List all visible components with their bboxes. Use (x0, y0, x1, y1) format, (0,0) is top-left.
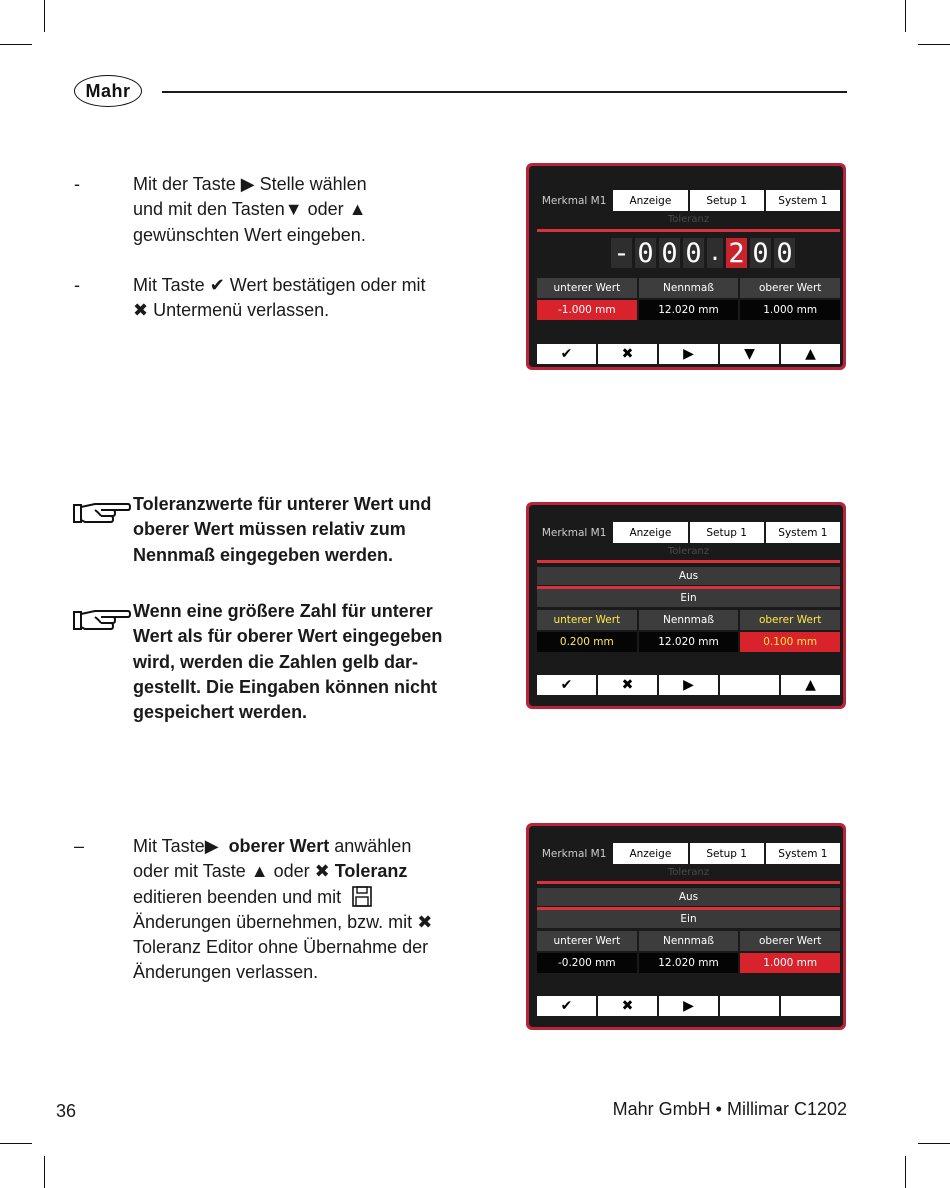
value-row (537, 953, 840, 973)
instruction-text-3: Mit Taste▶ oberer Wert anwählen oder mit Taste ▲ oder ✖ Toleranz editieren beenden und mit Änderungen übernehmen, bzw. mit ✖ Toleranz Editor ohne Übernahme der Änderungen verlassen. (133, 836, 433, 983)
value-nennmass[interactable]: 12.020 mm (639, 953, 739, 973)
up-key[interactable]: ▲ (781, 675, 840, 695)
note-2: Wenn eine größere Zahl für unterer Wert als für oberer Wert eingegeben wird, werden die Zahlen gelb dar- gestellt. Die Eingaben können nicht gespeichert werden. (133, 601, 443, 723)
mahr-logo: Mahr (74, 75, 142, 107)
cancel-key[interactable]: ✖ (598, 996, 657, 1016)
value-row (537, 632, 840, 652)
col-nennmass[interactable]: Nennmaß (639, 931, 739, 951)
header-rule (162, 91, 847, 93)
option-aus[interactable]: Aus (537, 888, 840, 906)
digit[interactable]: 0 (659, 238, 680, 268)
device-screen-1 (526, 163, 846, 370)
value-row (537, 300, 840, 320)
screen-title: Toleranz (667, 214, 710, 225)
right-key[interactable]: ▶ (659, 996, 718, 1016)
crop-mark (44, 0, 45, 32)
tab-merkmal[interactable]: Merkmal M1 (537, 843, 611, 864)
value-oberer[interactable]: 0.100 mm (740, 632, 840, 652)
value-editor[interactable] (611, 238, 795, 268)
right-key[interactable]: ▶ (659, 344, 718, 364)
tab-bar (537, 843, 840, 864)
tab-anzeige[interactable]: Anzeige (613, 190, 687, 211)
tab-system[interactable]: System 1 (766, 522, 840, 543)
up-arrow-icon: ▲ (250, 861, 269, 882)
col-unterer[interactable]: unterer Wert (537, 278, 637, 298)
digit[interactable]: 0 (774, 238, 795, 268)
empty-key[interactable] (781, 996, 840, 1016)
screen-title: Toleranz (667, 546, 710, 557)
cross-icon: ✖ (417, 911, 433, 932)
down-arrow-icon: ▼ (284, 199, 303, 220)
option-ein[interactable]: Ein (537, 589, 840, 607)
crop-mark (0, 44, 32, 45)
up-arrow-icon: ▲ (348, 199, 367, 220)
footer-company: Mahr GmbH • Millimar C1202 (612, 1099, 847, 1119)
option-aus[interactable]: Aus (537, 567, 840, 585)
option-ein[interactable]: Ein (537, 910, 840, 928)
tab-anzeige[interactable]: Anzeige (613, 843, 687, 864)
cross-icon: ✖ (133, 300, 149, 321)
header-row (537, 931, 840, 951)
header-row (537, 278, 840, 298)
softkey-bar (537, 996, 840, 1016)
digit[interactable]: 0 (635, 238, 656, 268)
value-nennmass[interactable]: 12.020 mm (639, 300, 739, 320)
note-1: Toleranzwerte für unterer Wert und oberer Wert müssen relativ zum Nennmaß eingegeben werden. (133, 494, 432, 565)
tab-bar (537, 190, 840, 211)
page-number: 36 (56, 1101, 77, 1121)
tab-system[interactable]: System 1 (766, 843, 840, 864)
tab-merkmal[interactable]: Merkmal M1 (537, 190, 611, 211)
digit[interactable]: 0 (750, 238, 771, 268)
value-oberer[interactable]: 1.000 mm (740, 953, 840, 973)
empty-key[interactable] (720, 675, 779, 695)
tab-bar (537, 522, 840, 543)
value-unterer[interactable]: -0.200 mm (537, 953, 637, 973)
crop-mark (918, 1143, 950, 1144)
cancel-key[interactable]: ✖ (598, 675, 657, 695)
digit-selected[interactable]: 2 (726, 238, 747, 268)
crop-mark (918, 44, 950, 45)
divider (537, 881, 840, 884)
header-row (537, 610, 840, 630)
tab-setup[interactable]: Setup 1 (690, 190, 764, 211)
list-dash: - (74, 174, 80, 194)
down-key[interactable]: ▼ (720, 344, 779, 364)
screen-title: Toleranz (667, 867, 710, 878)
save-disk-icon (352, 886, 372, 907)
col-unterer[interactable]: unterer Wert (537, 610, 637, 630)
tab-setup[interactable]: Setup 1 (690, 522, 764, 543)
device-screen-2 (526, 502, 846, 709)
list-dash: – (74, 836, 85, 856)
col-oberer[interactable]: oberer Wert (740, 278, 840, 298)
instruction-text-1: Mit der Taste ▶ Stelle wählen und mit den Tasten▼ oder ▲ gewünschten Wert eingeben. (133, 174, 367, 245)
softkey-bar (537, 675, 840, 695)
value-oberer[interactable]: 1.000 mm (740, 300, 840, 320)
col-nennmass[interactable]: Nennmaß (639, 610, 739, 630)
crop-mark (905, 1156, 906, 1188)
cross-icon: ✖ (314, 861, 330, 882)
value-unterer[interactable]: 0.200 mm (537, 632, 637, 652)
list-dash: - (74, 275, 80, 295)
instruction-text-2: Mit Taste ✔ Wert bestätigen oder mit ✖ Untermenü verlassen. (133, 275, 426, 321)
pointing-hand-icon (73, 607, 131, 633)
value-nennmass[interactable]: 12.020 mm (639, 632, 739, 652)
divider (537, 560, 840, 563)
tab-anzeige[interactable]: Anzeige (613, 522, 687, 543)
tab-merkmal[interactable]: Merkmal M1 (537, 522, 611, 543)
digit[interactable]: - (611, 238, 632, 268)
confirm-key[interactable]: ✔ (537, 675, 596, 695)
right-arrow-icon: ▶ (240, 174, 255, 194)
tab-setup[interactable]: Setup 1 (690, 843, 764, 864)
softkey-bar (537, 344, 840, 364)
col-nennmass[interactable]: Nennmaß (639, 278, 739, 298)
up-key[interactable]: ▲ (781, 344, 840, 364)
divider (537, 229, 840, 232)
device-screen-3 (526, 823, 846, 1030)
col-unterer[interactable]: unterer Wert (537, 931, 637, 951)
value-unterer[interactable]: -1.000 mm (537, 300, 637, 320)
crop-mark (0, 1143, 32, 1144)
cancel-key[interactable]: ✖ (598, 344, 657, 364)
pointing-hand-icon (73, 500, 131, 526)
right-key[interactable]: ▶ (659, 675, 718, 695)
decimal-point: . (707, 238, 723, 268)
confirm-key[interactable]: ✔ (537, 996, 596, 1016)
right-arrow-icon: ▶ (204, 836, 219, 856)
crop-mark (44, 1156, 45, 1188)
col-oberer[interactable]: oberer Wert (740, 610, 840, 630)
check-icon: ✔ (209, 275, 225, 295)
tab-system[interactable]: System 1 (766, 190, 840, 211)
digit[interactable]: 0 (683, 238, 704, 268)
col-oberer[interactable]: oberer Wert (740, 931, 840, 951)
crop-mark (905, 0, 906, 32)
confirm-key[interactable]: ✔ (537, 344, 596, 364)
empty-key[interactable] (720, 996, 779, 1016)
